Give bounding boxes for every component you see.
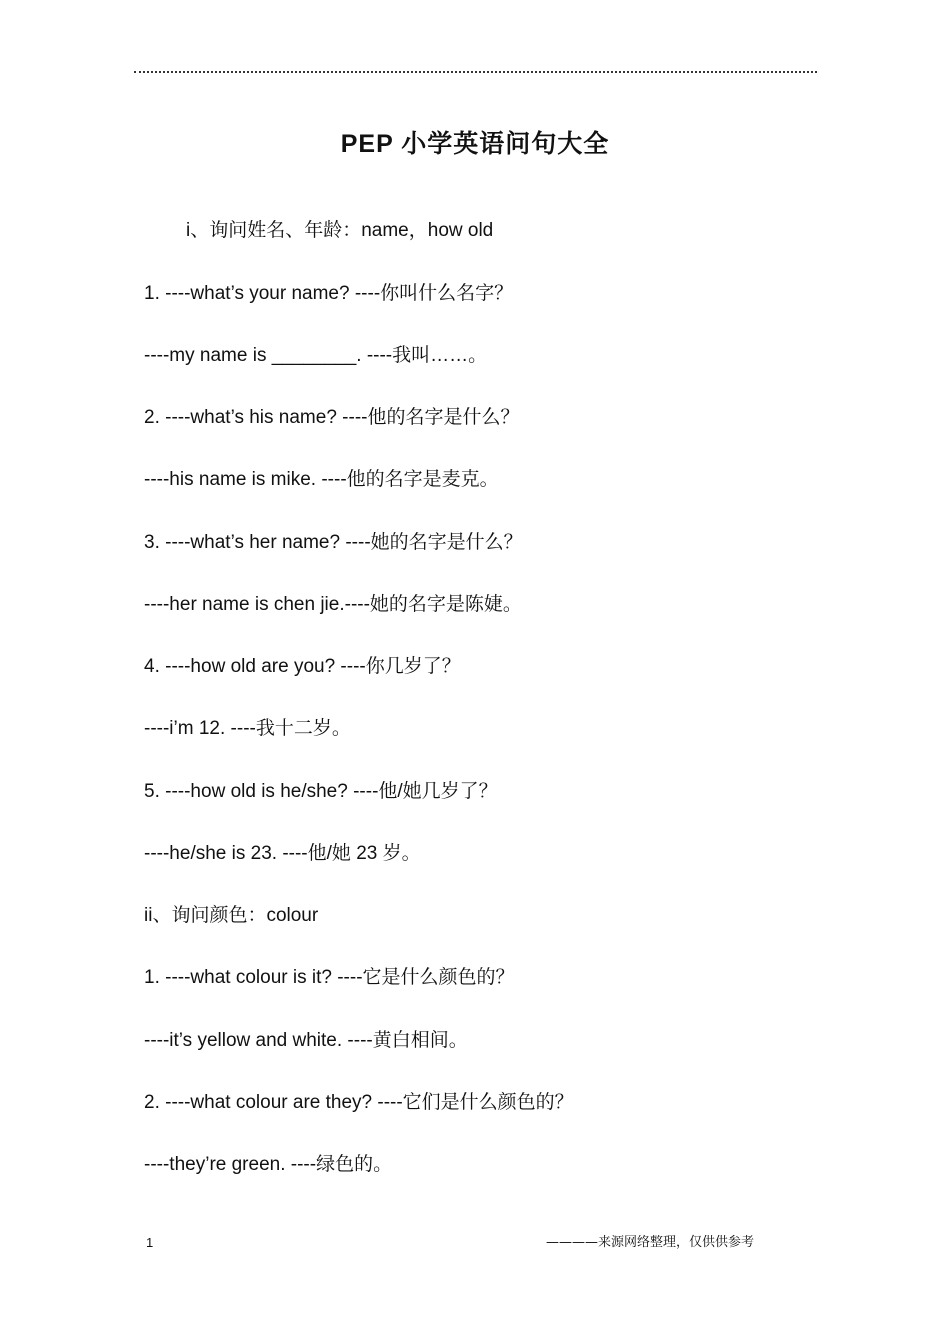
answer-line: ----they’re green. ----绿色的。 (144, 1154, 393, 1175)
answer-line: ----her name is chen jie.----她的名字是陈婕。 (144, 594, 522, 615)
question-line: 1. ----what colour is it? ----它是什么颜色的？ (144, 967, 515, 988)
answer-line: ----i’m 12. ----我十二岁。 (144, 718, 351, 739)
source-note: ————来源网络整理，仅供供参考 (546, 1235, 755, 1250)
question-line: 5. ----how old is he/she? ----他/她几岁了？ (144, 781, 498, 802)
answer-line: ----it’s yellow and white. ----黄白相间。 (144, 1030, 468, 1051)
question-line: 4. ----how old are you? ----你几岁了？ (144, 656, 461, 677)
section-heading-colour: ii、询问颜色：colour (144, 905, 319, 926)
section-heading-name-age: i、询问姓名、年龄：name，how old (186, 220, 494, 241)
question-line: 2. ----what colour are they? ----它们是什么颜色的？ (144, 1092, 574, 1113)
question-line: 1. ----what’s your name? ----你叫什么名字？ (144, 283, 514, 304)
question-line: 3. ----what’s her name? ----她的名字是什么？ (144, 532, 523, 553)
answer-line: ----he/she is 23. ----他/她 23 岁。 (144, 843, 421, 864)
question-line: 2. ----what’s his name? ----他的名字是什么？ (144, 407, 520, 428)
answer-line: ----my name is ________. ----我叫……。 (144, 345, 488, 366)
document-title: PEP 小学英语问句大全 (340, 130, 610, 158)
page-number: 1 (146, 1235, 154, 1250)
answer-line: ----his name is mike. ----他的名字是麦克。 (144, 469, 499, 490)
header-dotted-rule (134, 71, 817, 73)
